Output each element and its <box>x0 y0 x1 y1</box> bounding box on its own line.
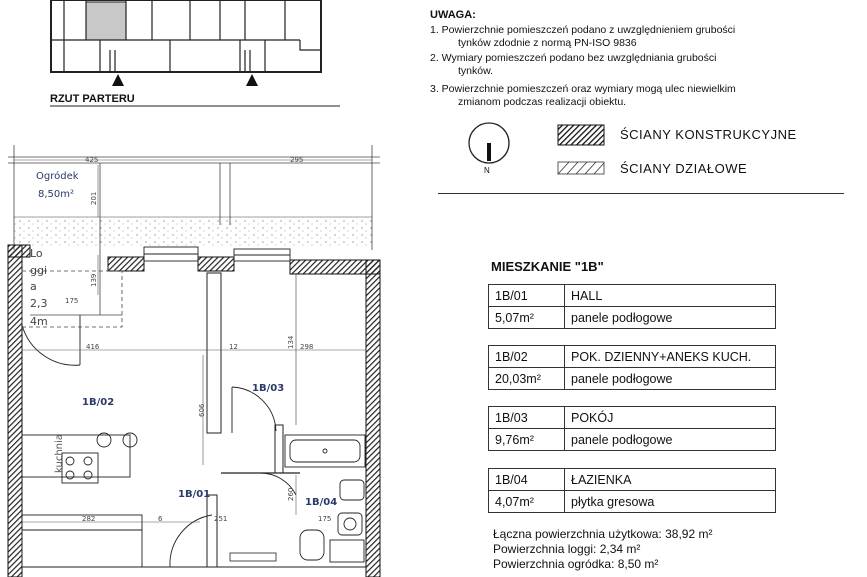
kitchen-label: kuchnia <box>54 434 65 473</box>
dim-298: 298 <box>300 343 314 351</box>
loggia-frag-4: 2,3 <box>30 297 48 310</box>
room-id: 1B/01 <box>489 285 565 307</box>
dim-134: 134 <box>287 335 295 349</box>
compass-label: N <box>484 166 490 175</box>
dim-251: 251 <box>214 515 228 523</box>
garden-label: Ogródek <box>36 171 79 182</box>
summary-loggia: Powierzchnia loggi: 2,34 m² <box>493 542 641 556</box>
dim-175b: 175 <box>318 515 332 523</box>
legend-partition-label: ŚCIANY DZIAŁOWE <box>620 161 748 176</box>
note-1 <box>430 24 850 50</box>
note-2-line1: 2. Wymiary pomieszczeń podano bez uwzględniania grubości <box>430 52 717 64</box>
room-area: 20,03m² <box>489 368 565 390</box>
apartment-title: MIESZKANIE "1B" <box>491 259 604 274</box>
dim-6: 6 <box>158 515 163 523</box>
structural-wall-swatch-icon <box>557 124 605 146</box>
garden-area: 8,50m² <box>38 189 75 200</box>
dim-606: 606 <box>198 403 206 417</box>
dim-139: 139 <box>90 273 98 287</box>
room-id: 1B/02 <box>489 346 565 368</box>
note-2-line2: tynków. <box>458 65 494 77</box>
note-1-line1: 1. Powierzchnie pomieszczeń podano z uwzględnieniem grubości <box>430 24 736 36</box>
loggia-frag-2: ggi <box>30 264 48 277</box>
room-label-1b01: 1B/01 <box>178 489 211 500</box>
room-table-1b01 <box>488 284 776 329</box>
legend-divider <box>438 193 844 194</box>
dim-416: 416 <box>86 343 100 351</box>
note-1-line2: tynków zdodnie z normą PN-ISO 9836 <box>458 37 637 49</box>
note-3-line2: zmianom podczas realizacji obiektu. <box>458 96 627 108</box>
room-area: 9,76m² <box>489 429 565 451</box>
legend-structural-label: ŚCIANY KONSTRUKCYJNE <box>620 127 797 142</box>
dim-175a: 175 <box>65 297 79 305</box>
dim-260: 260 <box>287 487 295 501</box>
dim-12: 12 <box>229 343 238 351</box>
room-floor: płytka gresowa <box>565 491 776 513</box>
room-name: POK. DZIENNY+ANEKS KUCH. <box>565 346 776 368</box>
note-2 <box>430 52 850 78</box>
dim-282: 282 <box>82 515 96 523</box>
note-3 <box>430 83 850 109</box>
room-label-1b02: 1B/02 <box>82 397 115 408</box>
room-label-1b04: 1B/04 <box>305 497 338 508</box>
room-area: 5,07m² <box>489 307 565 329</box>
room-id: 1B/04 <box>489 469 565 491</box>
dim-295: 295 <box>290 156 304 164</box>
dim-425: 425 <box>85 156 99 164</box>
room-name: ŁAZIENKA <box>565 469 776 491</box>
room-name: POKÓJ <box>565 407 776 429</box>
key-plan-label: RZUT PARTERU <box>50 93 135 105</box>
loggia-frag-5: 4m <box>30 315 48 328</box>
room-id: 1B/03 <box>489 407 565 429</box>
room-table-1b03 <box>488 406 776 451</box>
room-floor: panele podłogowe <box>565 429 776 451</box>
partition-wall-swatch-icon <box>557 161 605 175</box>
floor-plan <box>0 135 400 577</box>
dim-201: 201 <box>90 191 98 205</box>
summary-garden: Powierzchnia ogródka: 8,50 m² <box>493 557 659 571</box>
room-floor: panele podłogowe <box>565 307 776 329</box>
loggia-frag-1: Lo <box>30 247 43 260</box>
room-table-1b04 <box>488 468 776 513</box>
room-floor: panele podłogowe <box>565 368 776 390</box>
room-area: 4,07m² <box>489 491 565 513</box>
note-3-line1: 3. Powierzchnie pomieszczeń oraz wymiary mogą ulec niewielkim <box>430 83 736 95</box>
room-name: HALL <box>565 285 776 307</box>
room-label-1b03: 1B/03 <box>252 383 285 394</box>
room-table-1b02 <box>488 345 776 390</box>
north-compass-icon <box>462 118 522 178</box>
loggia-frag-3: a <box>30 280 37 293</box>
summary-usable: Łączna powierzchnia użytkowa: 38,92 m² <box>493 527 713 541</box>
notes-title: UWAGA: <box>430 9 476 21</box>
